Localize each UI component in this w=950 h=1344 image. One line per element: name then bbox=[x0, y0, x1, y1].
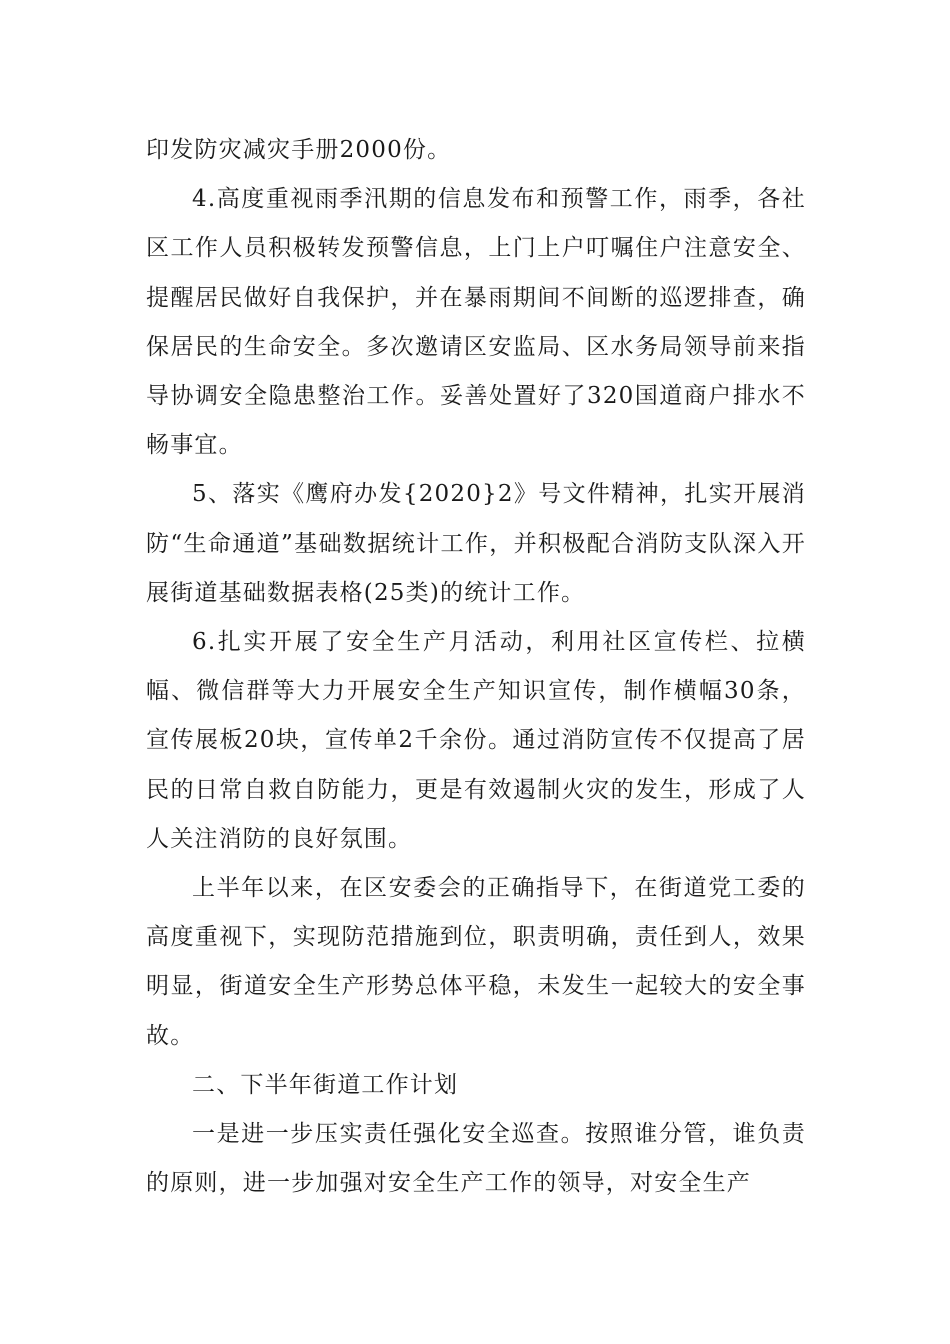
document-body bbox=[146, 126, 806, 1208]
paragraph-plan-1: 一是进一步压实责任强化安全巡查。按照谁分管，谁负责的原则，进一步加强对安全生产工作的领导，对安全生产 bbox=[146, 1121, 806, 1197]
section-heading: 二、下半年街道工作计划 bbox=[192, 1071, 459, 1098]
paragraph-summary: 上半年以来，在区安委会的正确指导下，在街道党工委的高度重视下，实现防范措施到位，职责明确，责任到人，效果明显，街道安全生产形势总体平稳，未发生一起较大的安全事故。 bbox=[146, 875, 806, 1049]
paragraph-item-5: 5、落实《鹰府办发{2020}2》号文件精神，扎实开展消防“生命通道”基础数据统计工作，并积极配合消防支队深入开展街道基础数据表格(25类)的统计工作。 bbox=[146, 481, 806, 606]
paragraph-item-6: 6.扎实开展了安全生产月活动，利用社区宣传栏、拉横幅、微信群等大力开展安全生产知识宣传，制作横幅30条，宣传展板20块，宣传单2千余份。通过消防宣传不仅提高了居民的日常自救自防能力，更是有效遏制火灾的发生，形成了人人关注消防的良好氛围。 bbox=[146, 629, 806, 852]
paragraph-item-4: 4.高度重视雨季汛期的信息发布和预警工作，雨季，各社区工作人员积极转发预警信息，上门上户叮嘱住户注意安全、提醒居民做好自我保护，并在暴雨期间不间断的巡逻排查，确保居民的生命安全。多次邀请区安监局、区水务局领导前来指导协调安全隐患整治工作。妥善处置好了320国道商户排水不畅事宜。 bbox=[146, 186, 806, 459]
paragraph-continuation: 印发防灾减灾手册2000份。 bbox=[146, 137, 452, 163]
